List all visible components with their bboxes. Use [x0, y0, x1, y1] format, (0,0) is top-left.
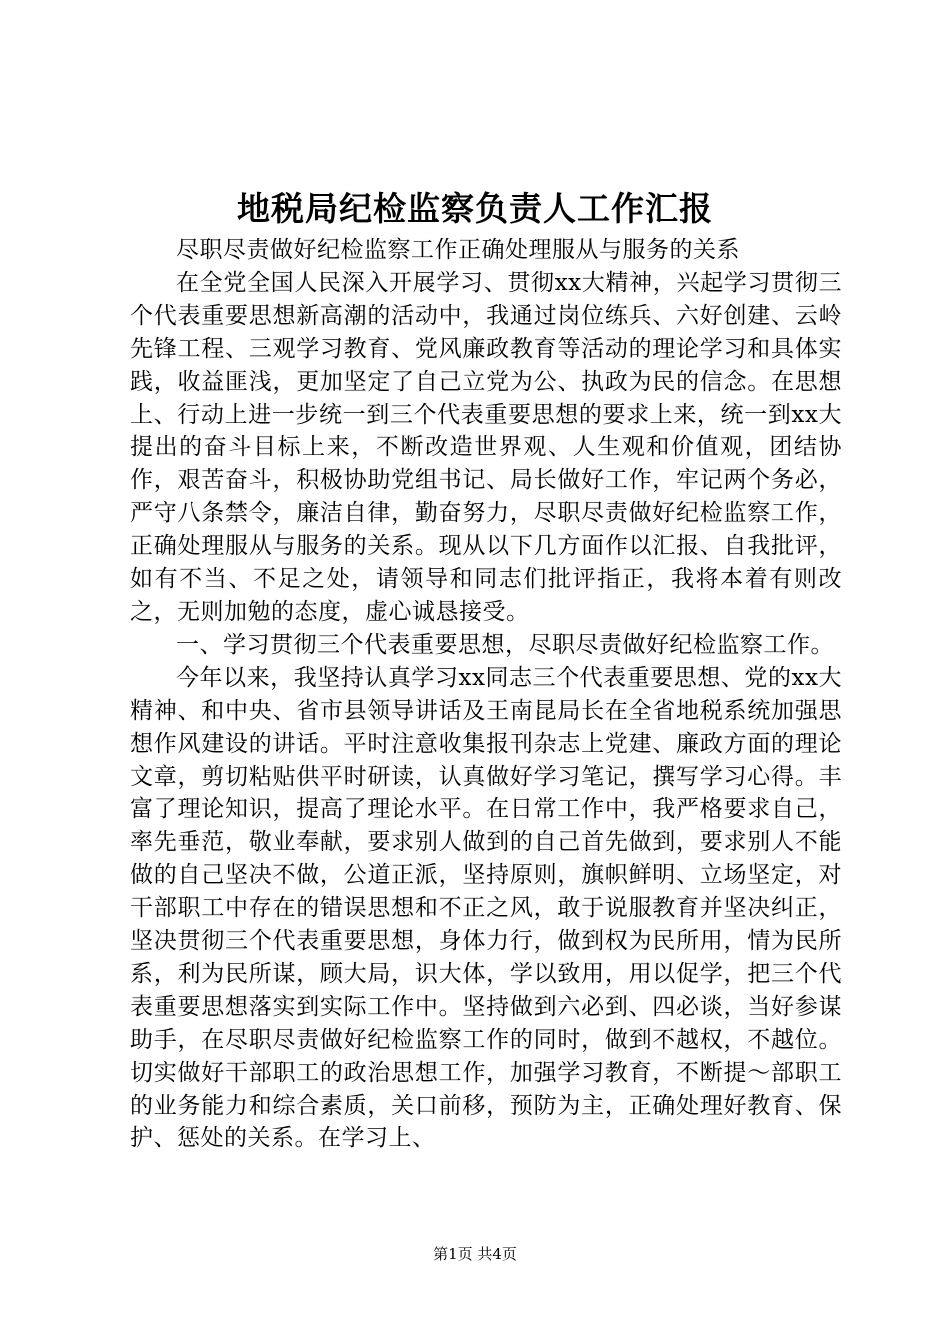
- body-paragraph: 今年以来，我坚持认真学习xx同志三个代表重要思想、党的xx大精神、和中央、省市县领导讲话及王南昆局长在全省地税系统加强思想作风建设的讲话。平时注意收集报刊杂志上党建、廉政方面的理论文章，剪切粘贴供平时研读，认真做好学习笔记，撰写学习心得。丰富了理论知识，提高了理论水平。在日常工作中，我严格要求自己，率先垂范，敬业奉献，要求别人做到的自己首先做到，要求别人不能做的自己坚决不做，公道正派，坚持原则，旗帜鲜明、立场坚定，对干部职工中存在的错误思想和不正之风，敢于说服教育并坚决纠正，坚决贯彻三个代表重要思想，身体力行，做到权为民所用，情为民所系，利为民所谋，顾大局，识大体，学以致用，用以促学，把三个代表重要思想落实到实际工作中。坚持做到六必到、四必谈，当好参谋助手，在尽职尽责做好纪检监察工作的同时，做到不越权，不越位。切实做好干部职工的政治思想工作，加强学习教育，不断提～部职工的业务能力和综合素质，关口前移，预防为主，正确处理好教育、保护、惩处的关系。在学习上、: [130, 664, 842, 1152]
- subtitle-paragraph: 尽职尽责做好纪检监察工作正确处理服从与服务的关系: [176, 237, 740, 263]
- document-body: [130, 234, 842, 1155]
- document-title: 地税局纪检监察负责人工作汇报: [237, 189, 713, 228]
- page-footer: 第1页 共4页: [433, 1245, 517, 1263]
- section-heading-paragraph: 一、学习贯彻三个代表重要思想，尽职尽责做好纪检监察工作。: [176, 631, 834, 658]
- intro-paragraph: 在全党全国人民深入开展学习、贯彻xx大精神，兴起学习贯彻三个代表重要思想新高潮的活动中，我通过岗位练兵、六好创建、云岭先锋工程、三观学习教育、党风廉政教育等活动的理论学习和具体实践，收益匪浅，更加坚定了自己立党为公、执政为民的信念。在思想上、行动上进一步统一到三个代表重要思想的要求上来，统一到xx大提出的奋斗目标上来，不断改造世界观、人生观和价值观，团结协作，艰苦奋斗，积极协助党组书记、局长做好工作，牢记两个务必，严守八条禁令，廉洁自律，勤奋努力，尽职尽责做好纪检监察工作，正确处理服从与服务的关系。现从以下几方面作以汇报、自我批评，如有不当、不足之处，请领导和同志们批评指正，我将本着有则改之，无则加勉的态度，虚心诚恳接受。: [130, 269, 842, 625]
